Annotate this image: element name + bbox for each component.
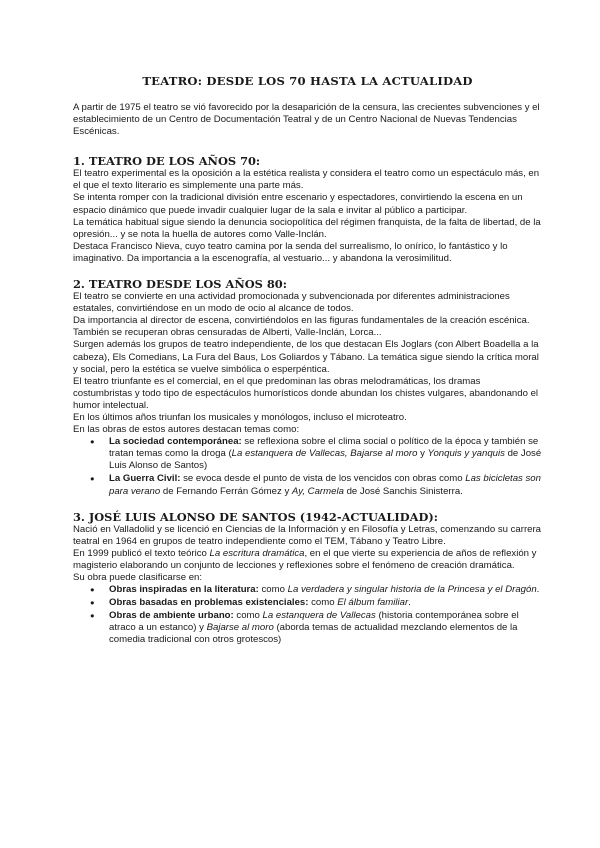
intro-paragraph: A partir de 1975 el teatro se vió favorecido por la desaparición de la censura, las crecientes subvenciones y el establecimiento de un Centro de Documentación Teatral y de un Centro Nacional de Nuevas Tendencias Escénicas.: [73, 102, 540, 138]
work-title: Yonquis y yanquis: [427, 448, 505, 460]
section-3-paragraph: Nació en Valladolid y se licenció en Ciencias de la Información y en Filosofía y Letras, comenzando su carrera teatral en 1964 en grupos de teatro independiente como el TEM, Tábano y Teatro Libre.: [73, 523, 542, 547]
section-2-bullet-list: [73, 436, 542, 497]
section-1-paragraph: El teatro experimental es la oposición a la estética realista y considera el teatro como un espectáculo más, en el que el texto literario es simplemente una parte más.: [73, 168, 540, 192]
section-1: [73, 154, 542, 265]
section-1-heading: 1. TEATRO DE LOS AÑOS 70:: [73, 154, 261, 169]
section-2-paragraph: El teatro triunfante es el comercial, en el que predominan las obras melodramáticas, los dramas costumbristas y todo tipo de espectáculos humorísticos donde abundan los chistes vulgares, abandonando el humor intelectual.: [73, 375, 539, 411]
list-item: [109, 610, 542, 646]
bullet-text: como: [258, 584, 288, 596]
bullet-label: La sociedad contemporánea:: [109, 436, 242, 448]
section-1-paragraph: La temática habitual sigue siendo la denuncia sociopolítica del régimen franquista, de la falta de libertad, de la opresión... y se nota la huella de autores como Valle-Inclán.: [73, 216, 541, 240]
section-2-paragraph: También se recuperan obras censuradas de Alberti, Valle-Inclán, Lorca...: [73, 327, 382, 339]
bullet-label: Obras de ambiente urbano:: [109, 610, 234, 622]
bullet-text: (aborda temas de actualidad mezclando elementos de la comedia tradicional con otros grotescos): [109, 622, 518, 646]
work-title: La verdadera y singular historia de la Princesa y el Dragón: [287, 584, 537, 596]
section-3: [73, 510, 542, 647]
bullet-text: como: [233, 610, 263, 622]
bullet-text: de José Sanchis Sinisterra.: [343, 485, 463, 497]
work-title: La escritura dramática: [209, 547, 305, 559]
section-2: [73, 277, 542, 498]
bullet-label: La Guerra Civil:: [109, 473, 181, 485]
bullet-text: de José Luis Alonso de Santos): [109, 448, 542, 472]
section-2-heading: 2. TEATRO DESDE LOS AÑOS 80:: [73, 277, 287, 292]
section-1-paragraph: Se intenta romper con la tradicional división entre escenario y espectadores, convirtiendo la escena en un espacio dinámico que puede invadir cualquier lugar de la sala e invitar al público a participar.: [73, 192, 523, 216]
list-item: [109, 597, 542, 609]
section-2-paragraph: En las obras de estos autores destacan temas como:: [73, 424, 300, 436]
page-title: TEATRO: DESDE LOS 70 HASTA LA ACTUALIDAD: [142, 74, 473, 88]
section-3-paragraph: [73, 548, 542, 572]
section-1-paragraph: Destaca Francisco Nieva, cuyo teatro camina por la senda del surrealismo, lo onírico, lo fantástico y lo imaginativo. Da importancia a la escenografía, al vestuario... y abandona la verosimilitud.: [73, 240, 508, 264]
work-title: El álbum familiar: [337, 597, 409, 609]
list-item: [109, 584, 542, 596]
bullet-text: .: [536, 584, 540, 596]
section-3-bullet-list: [73, 584, 542, 646]
bullet-text: se reflexiona sobre el clima social o político de la época y también se tratan temas como la droga (: [109, 436, 539, 460]
bullet-text: como: [308, 597, 338, 609]
paragraph-text: , en el que vierte su experiencia de años de reflexión y magisterio elaborando un conjunto de lecciones y reflexiones sobre el fenómeno de creación dramática.: [73, 547, 537, 571]
list-item: [109, 436, 542, 472]
bullet-text: de Fernando Ferrán Gómez y: [160, 485, 292, 497]
work-title: Ay, Carmela: [291, 485, 344, 497]
list-item: [109, 473, 542, 497]
section-2-paragraph: El teatro se convierte en una actividad promocionada y subvencionada por diferentes administraciones estatales, convirtiéndose en un modo de ocio al alcance de todos.: [73, 291, 510, 315]
section-2-paragraph: Da importancia al director de escena, convirtiéndolos en las figuras fundamentales de la creación escénica.: [73, 315, 530, 327]
section-2-paragraph: Surgen además los grupos de teatro independiente, de los que destacan Els Joglars (con Albert Boadella a la cabeza), Els Comedians, La Fura del Baus, Los Goliardos y Tábano. La temática sigue siendo la crítica moral y social, pero la estética se vuelve simbólica o esperpéntica.: [73, 339, 539, 375]
section-3-paragraph: Su obra puede clasificarse en:: [73, 572, 203, 583]
paragraph-text: En 1999 publicó el texto teórico: [73, 547, 210, 559]
work-title: La estanquera de Vallecas: [262, 610, 376, 622]
bullet-text: (historia contemporánea sobre el atraco a un estanco) y: [109, 610, 519, 634]
bullet-label: Obras inspiradas en la literatura:: [109, 584, 259, 596]
bullet-text: se evoca desde el punto de vista de los vencidos con obras como: [180, 473, 466, 485]
section-3-heading: 3. JOSÉ LUIS ALONSO DE SANTOS (1942-ACTUALIDAD):: [73, 509, 438, 524]
bullet-text: .: [408, 597, 411, 609]
bullet-label: Obras basadas en problemas existenciales:: [109, 597, 309, 609]
bullet-text: y: [417, 448, 428, 460]
work-title: Bajarse al moro: [206, 622, 274, 634]
section-2-paragraph: En los últimos años triunfan los musicales y monólogos, incluso el microteatro.: [73, 411, 407, 423]
work-title: Las bicicletas son para verano: [109, 473, 541, 497]
work-title: La estanquera de Vallecas, Bajarse al moro: [231, 448, 418, 460]
